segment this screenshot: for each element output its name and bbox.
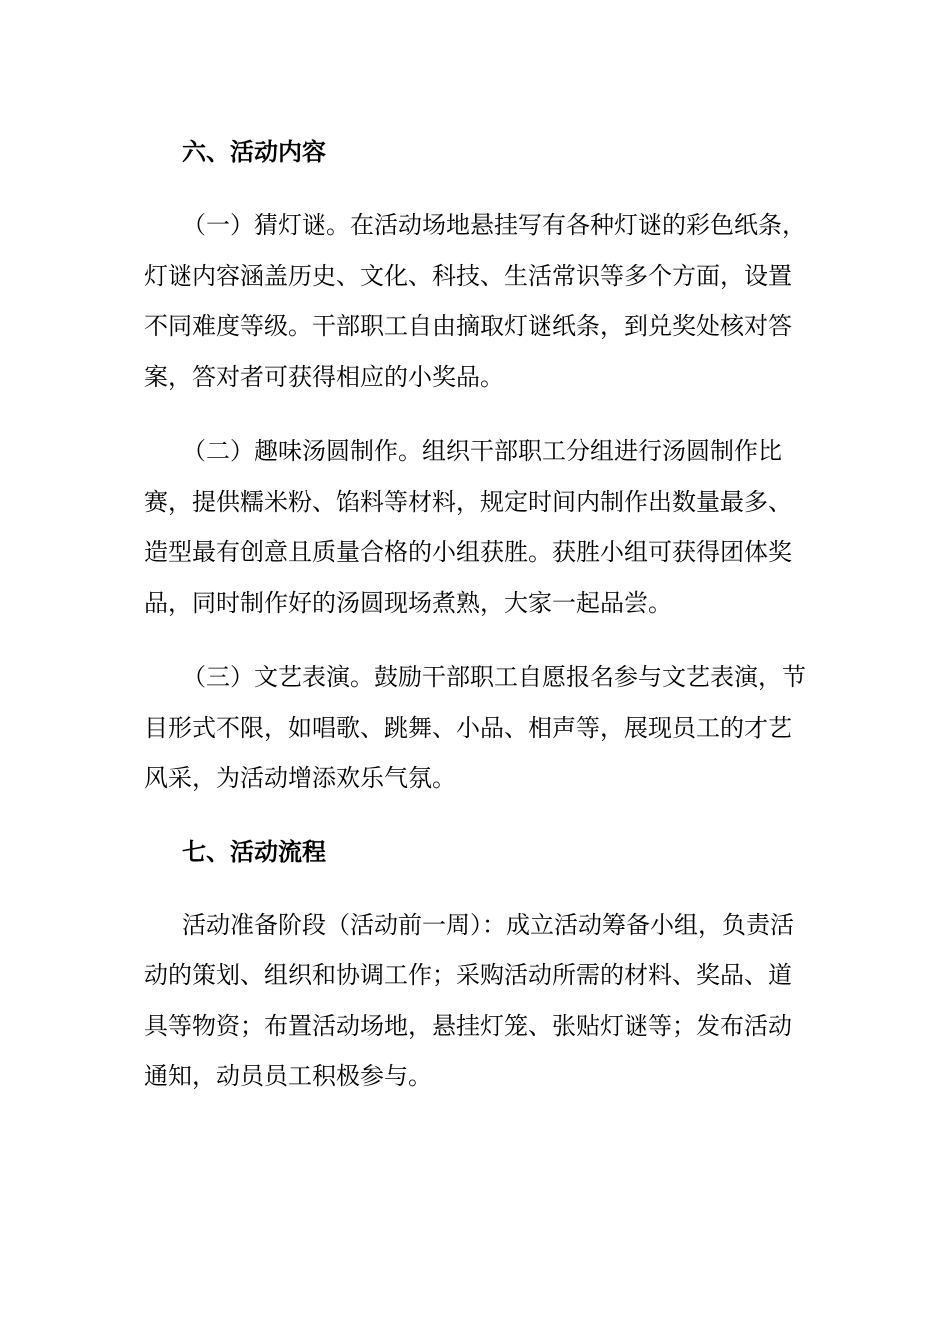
section-heading-activity-content: 六、活动内容: [182, 138, 326, 166]
paragraph-tangyuan-making: （二）趣味汤圆制作。组织干部职工分组进行汤圆制作比赛，提供糯米粉、馅料等材料，规定时间内制作出数量最多、造型最有创意且质量合格的小组获胜。获胜小组可获得团体奖品，同时制作好的汤圆现场煮熟，大家一起品尝。: [144, 437, 792, 617]
paragraph-lantern-riddles: （一）猜灯谜。在活动场地悬挂写有各种灯谜的彩色纸条，灯谜内容涵盖历史、文化、科技、生活常识等多个方面，设置不同难度等级。干部职工自由摘取灯谜纸条，到兑奖处核对答案，答对者可获得相应的小奖品。: [144, 211, 806, 391]
paragraph-preparation-stage: 活动准备阶段（活动前一周）：成立活动筹备小组，负责活动的策划、组织和协调工作；采购活动所需的材料、奖品、道具等物资；布置活动场地，悬挂灯笼、张贴灯谜等；发布活动通知，动员员工积极参与。: [144, 910, 794, 1090]
document-body: [144, 128, 808, 1102]
section-heading-activity-process: 七、活动流程: [182, 837, 326, 866]
paragraph-performance: （三）文艺表演。鼓励干部职工自愿报名参与文艺表演，节目形式不限，如唱歌、跳舞、小品、相声等，展现员工的才艺风采，为活动增添欢乐气氛。: [144, 663, 806, 792]
